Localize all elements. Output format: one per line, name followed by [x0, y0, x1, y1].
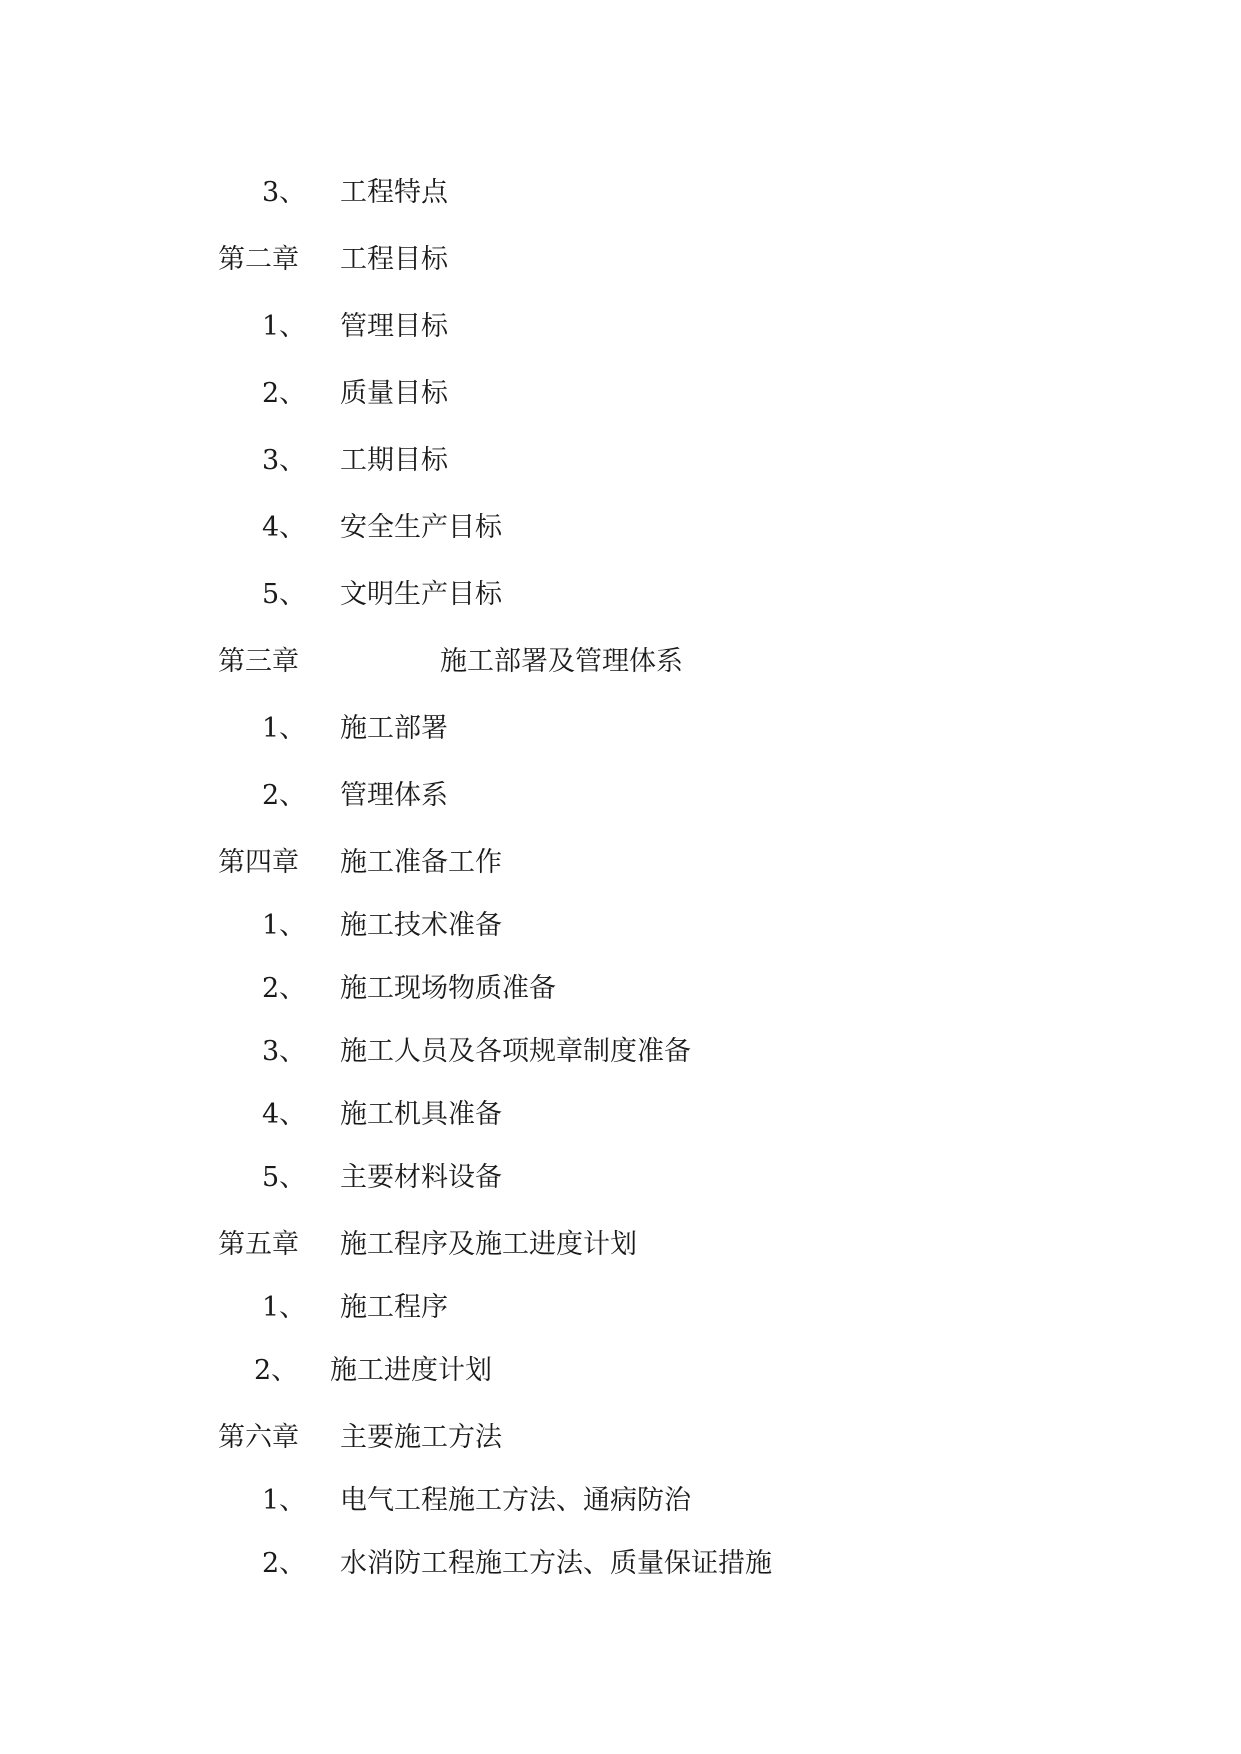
- toc-item-title: 施工部署: [340, 713, 448, 744]
- toc-item-title: 安全生产目标: [340, 512, 502, 543]
- toc-item-title: 主要材料设备: [340, 1162, 502, 1193]
- toc-item-number: 1、: [262, 1485, 307, 1516]
- toc-chapter-title: 施工准备工作: [340, 847, 502, 878]
- toc-item-number: 2、: [262, 378, 307, 409]
- toc-item-number: 3、: [262, 1036, 307, 1067]
- toc-item-number: 5、: [262, 579, 307, 610]
- toc-chapter-title: 工程目标: [340, 244, 448, 275]
- toc-item-title: 工程特点: [340, 177, 448, 208]
- toc-chapter-title: 施工程序及施工进度计划: [340, 1229, 637, 1260]
- toc-item-number: 3、: [262, 177, 307, 208]
- toc-item-number: 4、: [262, 1099, 307, 1130]
- toc-chapter-number: 第二章: [218, 244, 299, 275]
- toc-item-title: 施工程序: [340, 1292, 448, 1323]
- toc-item-title: 质量目标: [340, 378, 448, 409]
- toc-item-number: 1、: [262, 311, 307, 342]
- toc-item-title: 工期目标: [340, 445, 448, 476]
- toc-item-number: 1、: [262, 1292, 307, 1323]
- toc-item-number: 2、: [254, 1355, 299, 1386]
- toc-chapter-number: 第六章: [218, 1422, 299, 1453]
- toc-item-number: 2、: [262, 1548, 307, 1579]
- toc-item-number: 2、: [262, 973, 307, 1004]
- toc-item-title: 施工技术准备: [340, 910, 502, 941]
- toc-chapter-title: 施工部署及管理体系: [440, 646, 683, 677]
- toc-item-number: 1、: [262, 910, 307, 941]
- toc-item-title: 管理体系: [340, 780, 448, 811]
- toc-item-number: 4、: [262, 512, 307, 543]
- toc-item-title: 管理目标: [340, 311, 448, 342]
- toc-item-title: 文明生产目标: [340, 579, 502, 610]
- toc-chapter-number: 第五章: [218, 1229, 299, 1260]
- toc-item-title: 施工现场物质准备: [340, 973, 556, 1004]
- toc-chapter-number: 第三章: [218, 646, 299, 677]
- toc-item-number: 2、: [262, 780, 307, 811]
- toc-item-number: 3、: [262, 445, 307, 476]
- toc-item-title: 电气工程施工方法、通病防治: [340, 1485, 691, 1516]
- toc-chapter-title: 主要施工方法: [340, 1422, 502, 1453]
- toc-item-number: 5、: [262, 1162, 307, 1193]
- toc-item-number: 1、: [262, 713, 307, 744]
- toc-item-title: 水消防工程施工方法、质量保证措施: [340, 1548, 772, 1579]
- toc-item-title: 施工人员及各项规章制度准备: [340, 1036, 691, 1067]
- toc-chapter-number: 第四章: [218, 847, 299, 878]
- toc-item-title: 施工机具准备: [340, 1099, 502, 1130]
- toc-item-title: 施工进度计划: [330, 1355, 492, 1386]
